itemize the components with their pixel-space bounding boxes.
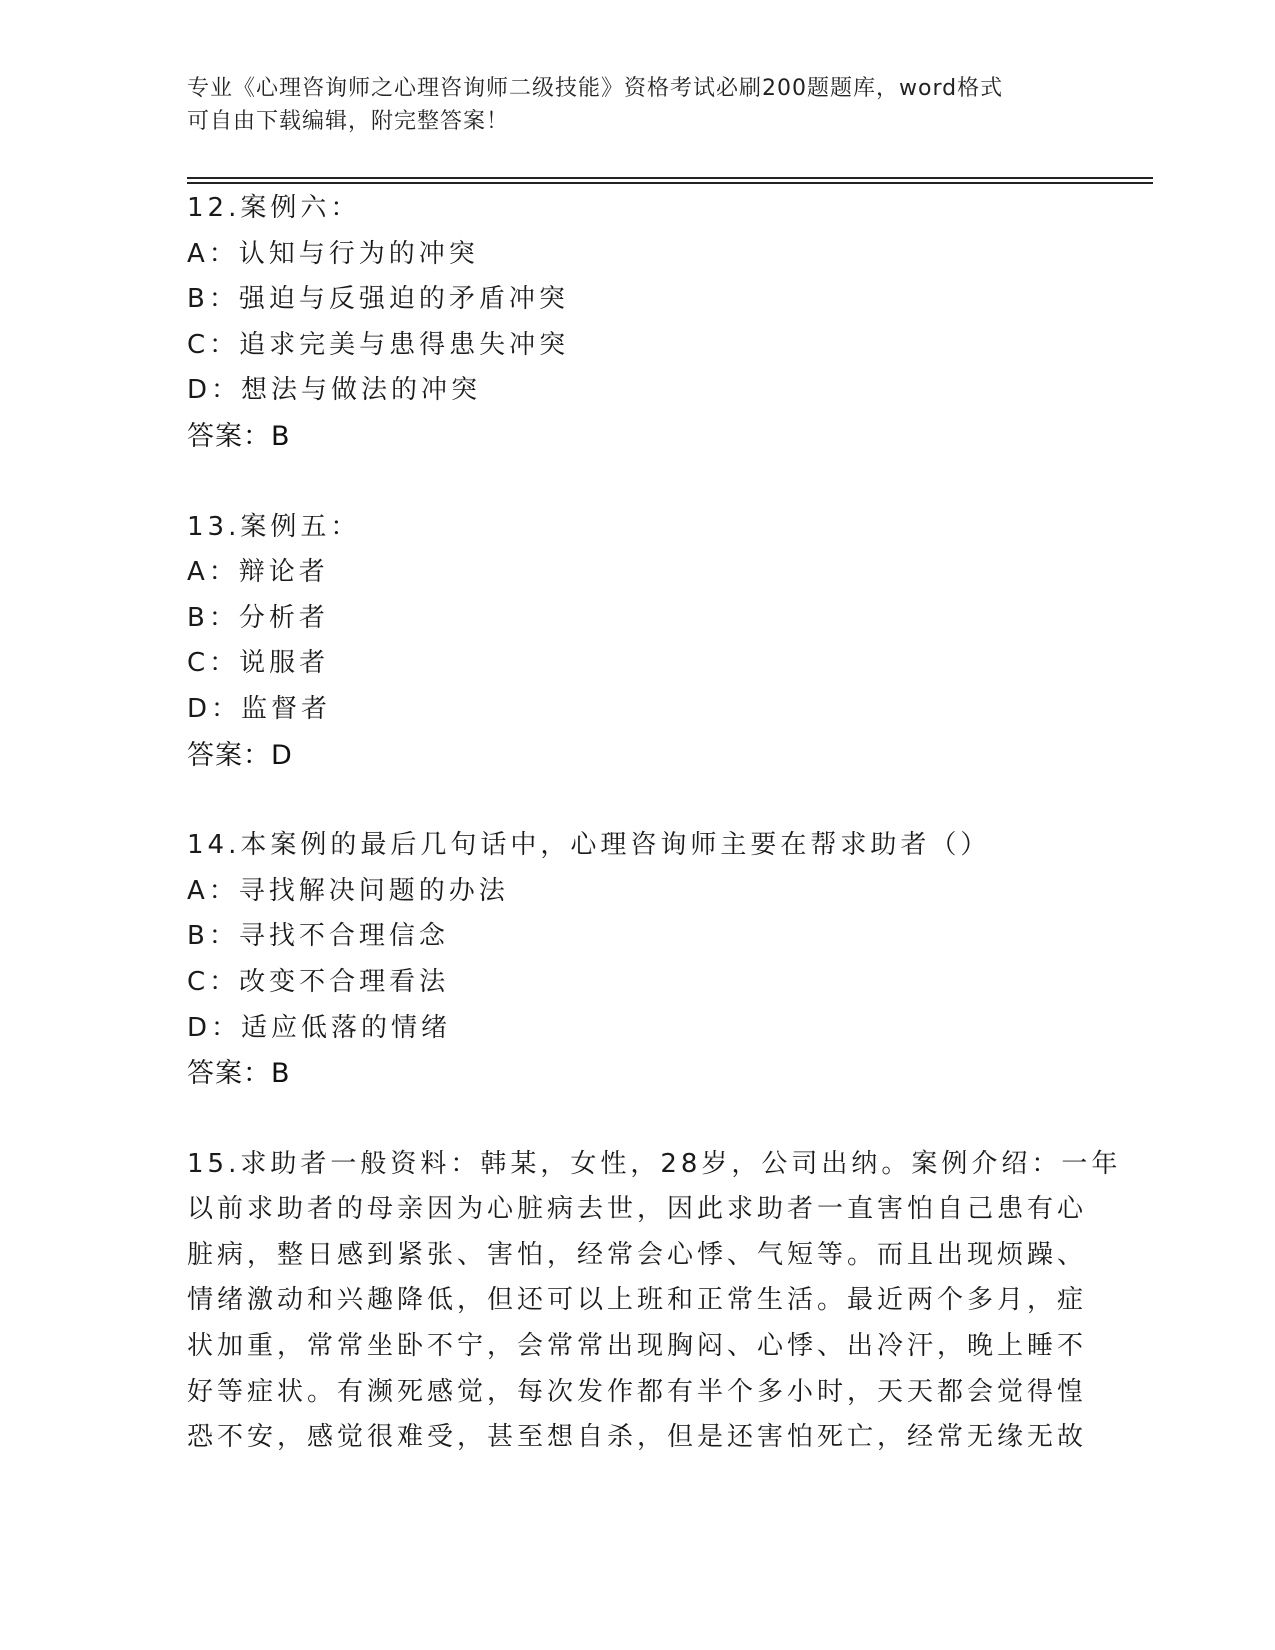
header-divider-bottom (187, 182, 1153, 184)
question-15 (187, 1142, 1122, 1461)
option-d: D：适应低落的情绪 (187, 1012, 452, 1043)
answer-line: 答案：B (187, 420, 291, 452)
question-stem: 14.本案例的最后几句话中，心理咨询师主要在帮求助者（） (187, 830, 991, 861)
option-c: C：说服者 (187, 648, 330, 679)
answer-line: 答案：B (187, 1058, 291, 1090)
option-d: D：想法与做法的冲突 (187, 375, 482, 406)
question-12 (187, 186, 1087, 460)
question-text-line: 好等症状。有濒死感觉，每次发作都有半个多小时，天天都会觉得惶 (187, 1376, 1088, 1407)
question-stem: 13.案例五： (187, 511, 361, 542)
question-text-line: 情绪激动和兴趣降低，但还可以上班和正常生活。最近两个多月，症 (187, 1285, 1088, 1316)
option-c: C：改变不合理看法 (187, 966, 450, 997)
question-text-line: 恐不安，感觉很难受，甚至想自杀，但是还害怕死亡，经常无缘无故 (187, 1422, 1088, 1453)
option-a: A：认知与行为的冲突 (187, 238, 479, 269)
option-a: A：辩论者 (187, 557, 329, 588)
option-b: B：分析者 (187, 602, 329, 633)
header-line-1: 专业《心理咨询师之心理咨询师二级技能》资格考试必刷200题题库，word格式 (187, 76, 1004, 101)
option-c: C：追求完美与患得患失冲突 (187, 329, 570, 360)
option-b: B：强迫与反强迫的矛盾冲突 (187, 284, 569, 315)
document-header (187, 72, 1067, 138)
option-d: D：监督者 (187, 693, 332, 724)
question-text-line: 状加重，常常坐卧不宁，会常常出现胸闷、心悸、出冷汗，晚上睡不 (187, 1331, 1088, 1362)
question-list (187, 186, 1122, 1506)
option-a: A：寻找解决问题的办法 (187, 875, 509, 906)
question-stem: 12.案例六： (187, 193, 361, 223)
question-text-line: 以前求助者的母亲因为心脏病去世，因此求助者一直害怕自己患有心 (187, 1194, 1088, 1225)
option-b: B：寻找不合理信念 (187, 921, 449, 952)
question-text-line: 15.求助者一般资料：韩某，女性，28岁，公司出纳。案例介绍：一年 (187, 1148, 1122, 1179)
header-line-2: 可自由下载编辑，附完整答案！ (187, 109, 510, 134)
question-13 (187, 505, 1087, 779)
question-14 (187, 823, 1087, 1097)
answer-line: 答案：D (187, 739, 293, 771)
question-text-line: 脏病，整日感到紧张、害怕，经常会心悸、气短等。而且出现烦躁、 (187, 1239, 1088, 1270)
header-divider-top (187, 177, 1153, 179)
